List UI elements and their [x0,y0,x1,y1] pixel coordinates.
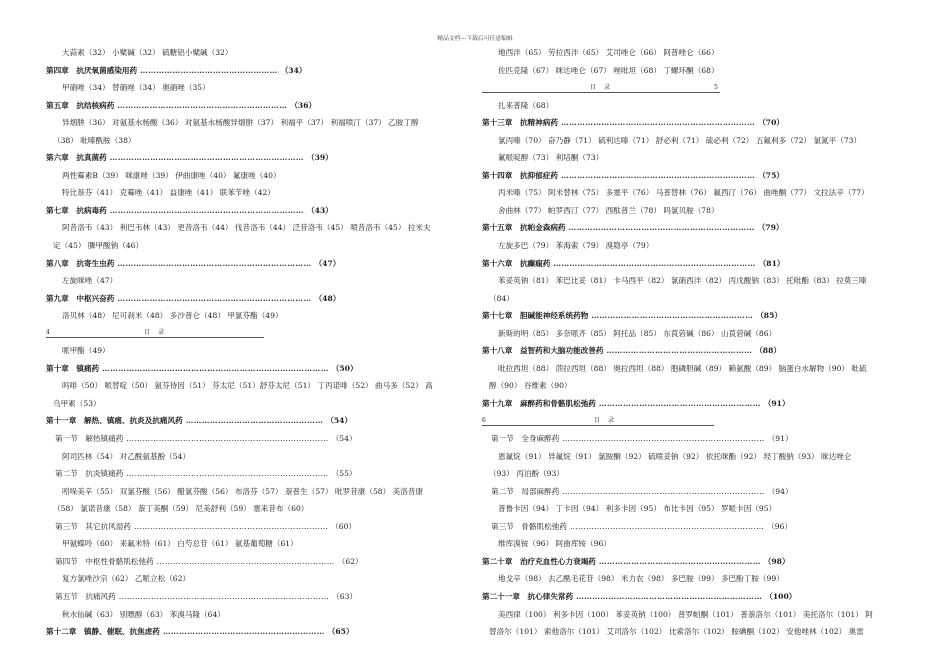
toc-drug-list: 普鲁卡因（94） 丁卡因（94） 利多卡因（95） 布比卡因（95） 罗哌卡因（95） [498,504,777,514]
toc-section-entry [482,430,908,448]
toc-chapter-entry [46,290,464,308]
toc-drug-list: 丙米嗪（75） 阿米替林（75） 多塞平（76） 马普替林（76） 氟西汀（76） 曲唑酮（77） 文拉法辛（77） [498,188,869,198]
toc-drug-list: （38） 吡嗪酰胺（38） [53,135,136,145]
toc-section-entry [46,553,464,571]
page-number: （60） [331,521,357,531]
toc-drug-list: 复方氯唑沙宗（62） 乙哌立松（62） [62,574,191,584]
page-number: （94） [767,486,793,496]
leader-dots: ………………………………………………………………… [562,434,765,444]
leader-dots: …………………………………………………… [598,398,761,408]
toc-drug-list: 佐匹克隆（67） 咪达唑仑（67） 唑吡坦（68） 丁螺环酮（68） [498,65,719,75]
page-number: （54） [331,434,357,444]
toc-column-right [482,44,908,641]
page-number: （79） [757,223,784,233]
page-number: （55） [331,469,357,479]
page-number: （62） [337,556,363,566]
toc-chapter-entry [482,342,908,360]
toc-drug-list: 氯丙嗪（70） 奋乃静（71） 硫利达嗪（71） 舒必利（71） 硫必利（72） 五氟利多（72） 氯氮平（73） [498,135,862,145]
header-note: 精品文档---下载后可任意编辑 [437,36,513,42]
page-number: （96） [767,521,793,531]
page-rule [482,425,714,426]
page-number: （91） [767,434,793,444]
page-number: （75） [758,170,784,180]
page-header-title: 目 录 [590,83,612,91]
toc-drug-list: 扎来普隆（68） [498,100,554,110]
page-break-header [46,325,464,343]
page-number: （50） [331,363,358,373]
toc-drug-list: 舍曲林（77） 帕罗西汀（77） 西酞普兰（78） 吗氯贝胺（78） [498,205,719,215]
leader-dots: ……………………………………………………………… [117,258,312,268]
toc-drug-list: 乌甲素（53） [53,398,101,408]
leader-dots: ……………………………………………………………… [133,521,329,531]
toc-drug-list: 大蒜素（32） 小檗碱（32） 硫糖铝小檗碱（32） [62,48,233,57]
chapter-title: 第十六章 抗癫痫药 [482,258,551,268]
page-number: （91） [763,398,790,408]
toc-drug-list: 哌甲酯（49） [62,346,110,356]
section-title: 第一节 全身麻醉药 [491,434,560,444]
chapter-title: 第十一章 解热、镇痛、抗炎及抗痛风药 [46,416,183,426]
chapter-title: 第二十章 治疗充血性心力衰竭药 [482,556,596,566]
toc-section-entry [46,518,464,536]
leader-dots: ……………………………………………………………… [569,521,765,531]
toc-drug-list: 地西泮（65） 劳拉西泮（65） 艾司唑仑（66） 阿普唑仑（66） [498,48,719,57]
page-header-number: 4 [46,329,50,337]
page-number: （70） [758,118,784,128]
toc-drug-list: 阿昔洛韦（43） 利巴韦林（43） 更昔洛韦（44） 伐昔洛韦（44） 泛昔洛韦（45） 喷昔洛韦（45） 拉米夫 [62,223,431,233]
toc-chapter-entry [482,307,908,325]
page-rule [482,92,720,93]
toc-drug-list: 醇（90） 谷维素（90） [489,381,572,391]
toc-drug-list: 两性霉素B（39） 咪康唑（39） 伊曲康唑（40） 氟康唑（40） [62,170,281,180]
section-title: 第五节 抗痛风药 [55,591,116,601]
section-title: 第三节 骨骼肌松弛药 [491,521,567,531]
leader-dots: …………………………………………………………… [576,591,763,601]
chapter-title: 第七章 抗病毒药 [46,205,107,215]
leader-dots: ………………………………………………………………………… [102,363,329,373]
toc-chapter-entry [482,167,908,185]
toc-chapter-entry [482,114,908,132]
toc-section-entry [46,465,464,483]
page-break-header [482,79,908,97]
toc-chapter-entry [46,97,464,115]
page-number: （39） [307,153,333,163]
page-header-title: 目 录 [594,417,616,425]
toc-drug-list: 维库溴铵（96） 阿曲库铵（96） [498,539,611,549]
toc-drug-list: 定（45） 膦甲酸钠（46） [53,241,144,251]
toc-drug-list: 替洛尔（101） 索他洛尔（101） 艾司洛尔（102） 比索洛尔（102） 胺碘酮（102） 安他唑林（102） 奥雷 [489,627,864,637]
toc-drug-list: 新斯的明（85） 多奈哌齐（85） 阿托品（85） 东莨菪碱（86） 山莨菪碱（86） [498,328,777,338]
page-number: （47） [314,258,341,268]
page-number: （88） [755,346,781,356]
section-title: 第二节 抗炎镇痛药 [55,469,124,479]
page-number: （54） [326,416,353,426]
chapter-title: 第十五章 抗帕金森病药 [482,223,566,233]
toc-chapter-entry [482,219,908,237]
leader-dots: ………………………………………………………………… [126,469,329,479]
toc-chapter-entry [46,62,464,80]
toc-drug-list: （58） 氯诺昔康（58） 萘丁美酮（59） 尼美舒利（59） 塞来昔布（60） [53,504,309,514]
leader-dots: ……………………………………………………………… [109,205,304,215]
leader-dots: …………………………………………………… [598,556,761,566]
leader-dots: ……………………………………………………… [117,100,288,110]
toc-section-entry [482,483,908,501]
toc-drug-list: 特比萘芬（41） 克霉唑（41） 益康唑（41） 联苯苄唑（42） [62,188,275,198]
toc-drug-list: 美西律（100） 利多卡因（100） 苯妥英钠（100） 普罗帕酮（101） 普萘洛尔（101） 美托洛尔（101） 阿 [498,609,873,619]
chapter-title: 第十九章 麻醉药和骨骼肌松弛药 [482,398,596,408]
page-number: （34） [280,65,307,75]
page-number: （36） [290,100,317,110]
section-title: 第三节 其它抗风湿药 [55,521,131,531]
page-number: （65） [327,627,354,637]
leader-dots: …………………………………………………… [591,311,754,321]
chapter-title: 第十章 镇痛药 [46,363,100,373]
page-number: （85） [756,311,782,321]
toc-chapter-entry [46,360,464,378]
section-title: 第一节 解热镇痛药 [55,434,124,444]
toc-drug-list: 甲硝唑（34） 替硝唑（34） 奥硝唑（35） [62,83,210,93]
toc-drug-list: 吗啡（50） 哌替啶（50） 氨芬待因（51） 芬太尼（51）舒芬太尼（51） 丁丙诺啡（52） 曲马多（52） 高 [62,381,433,391]
leader-dots: …………………………………………………… [162,627,325,637]
toc-drug-list: 秋水仙碱（63） 别嘌醇（63） 苯溴马隆（64） [62,609,225,619]
toc-drug-list: 甲氨蝶呤（60） 来氟米特（61） 白芍总苷（61） 氨基葡萄糖（61） [62,539,298,549]
toc-drug-list: 左旋多巴（79） 苯海索（79） 溴隐亭（79） [498,241,654,251]
page-rule [46,337,264,338]
page-number: （81） [758,258,785,268]
page-break-header [482,412,908,430]
leader-dots: …………………………………………………………… [568,223,755,233]
leader-dots: …………………………………………… [185,416,324,426]
toc-chapter-entry [46,149,464,167]
leader-dots: ……………………………………………………………… [117,293,312,303]
chapter-title: 第二十一章 抗心律失常药 [482,591,574,601]
chapter-title: 第十八章 益智药和大脑功能改善药 [482,346,604,356]
toc-drug-list: 左旋咪唑（47） [62,276,118,286]
toc-drug-list: 氟哌啶醇（73） 利培酮（73） [498,153,604,163]
toc-chapter-entry [46,255,464,273]
toc-drug-list: （93） 丙泊酚（93） [489,469,564,479]
toc-chapter-entry [46,202,464,220]
toc-drug-list: （84） [489,293,514,303]
chapter-title: 第十七章 胆碱能神经系统药物 [482,311,589,321]
leader-dots: ………………………………………………………………… [562,486,765,496]
toc-drug-list: 吲哚美辛（55） 双氯芬酸（56） 醋氯芬酸（56） 布洛芬（57） 萘普生（57） 吡罗昔康（58） 美洛昔康 [62,486,424,496]
page-number: （43） [307,205,333,215]
toc-section-entry [482,518,908,536]
toc-column-left [46,44,464,641]
page-number: （100） [765,591,797,601]
toc-chapter-entry [482,395,908,413]
chapter-title: 第十三章 抗精神病药 [482,118,558,128]
chapter-title: 第四章 抗厌氧菌感染用药 [46,65,138,75]
toc-chapter-entry [482,588,908,606]
chapter-title: 第十二章 镇静、催眠、抗焦虑药 [46,627,160,637]
toc-drug-list: 苯妥英钠（81） 苯巴比妥（81） 卡马西平（82） 氯硝西泮（82） 丙戊酸钠（83） 托吡酯（83） 拉莫三嗪 [498,276,867,286]
toc-drug-list: 异烟肼（36） 对氨基水杨酸（36） 对氨基水杨酸异烟肼（37） 利福平（37） 利福喷汀（37） 乙胺丁醇 [62,118,419,128]
page-number: （63） [332,591,358,601]
leader-dots: ……………………………………………… [606,346,753,356]
toc-drug-list: 恩氟烷（91） 异氟烷（91） 氯胺酮（92） 硫喷妥钠（92） 依托咪酯（92） 羟丁酸钠（93） 咪达唑仑 [498,451,852,461]
chapter-title: 第八章 抗寄生虫药 [46,258,115,268]
leader-dots: ……………………………………………………………… [560,118,756,128]
chapter-title: 第六章 抗真菌药 [46,153,107,163]
toc-drug-list: 洛贝林（48） 尼可刹米（48） 多沙普仑（48） 甲氯芬酯（49） [62,311,283,321]
section-title: 第四节 中枢性骨骼肌松弛药 [55,556,154,566]
leader-dots: ………………………………………………………… [156,556,335,566]
chapter-title: 第十四章 抗抑郁症药 [482,170,558,180]
page-number: （48） [314,293,341,303]
chapter-title: 第五章 抗结核病药 [46,100,115,110]
leader-dots: …………………………………………… [140,65,278,75]
leader-dots: ……………………………………………………………… [109,153,304,163]
toc-section-entry [46,430,464,448]
toc-drug-list: 吡拉西坦（88） 茴拉西坦（88） 奥拉西坦（88） 胞磷胆碱（89） 赖氨酸（89） 脑蛋白水解物（90） 吡硫 [498,363,867,373]
leader-dots: …………………………………………………………………… [118,591,330,601]
toc-drug-list: 阿司匹林（54） 对乙酰氨基酚（54） [62,451,191,461]
page-header-title: 目 录 [144,329,166,337]
toc-section-entry [46,588,464,606]
section-title: 第二节 局部麻醉药 [491,486,560,496]
chapter-title: 第九章 中枢兴奋药 [46,293,115,303]
leader-dots: ………………………………………………………………… [126,434,329,444]
page-header-number: 6 [482,417,486,425]
page-number: （98） [763,556,790,566]
page-header-number: 5 [714,83,718,91]
toc-drug-list: 地戈辛（98） 去乙酰毛花苷（98） 米力农（98） 多巴胺（99） 多巴酚丁胺（99） [498,574,784,584]
toc-chapter-entry [46,412,464,430]
leader-dots: ………………………………………………………………… [553,258,756,268]
toc-chapter-entry [482,553,908,571]
toc-chapter-entry [482,255,908,273]
leader-dots: ……………………………………………………………… [560,170,756,180]
toc-chapter-entry [46,623,464,641]
